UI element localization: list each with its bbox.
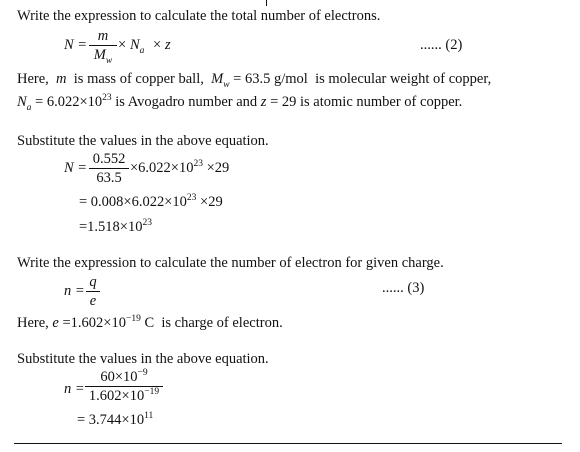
calc2-denominator: $1.602\times 10^{-19}$ xyxy=(88,386,160,404)
intro-text-1: Write the expression to calculate the total number of electrons. xyxy=(17,8,381,24)
eq3-lhs: n = xyxy=(64,283,85,299)
calc1-denominator: 63.5 xyxy=(96,169,122,186)
calc1-line-2: = $0.008\times 6.022\times 10^{23} \times 29$ xyxy=(79,193,223,210)
eq2-times-2: × xyxy=(153,37,162,53)
eq2-na: $N_a$ xyxy=(130,37,145,56)
substitute-text-2: Substitute the values in the above equation. xyxy=(17,351,269,367)
eq2-fraction xyxy=(89,28,117,66)
here-paragraph-2: Here, $e =1.602\times 10^{-19}$ C is charge of electron. xyxy=(17,314,283,331)
eq3-fraction xyxy=(86,275,100,308)
eq2-times: × xyxy=(118,37,127,53)
calc1-numerator: 0.552 xyxy=(92,151,126,167)
calc1-rest: $\times 6.022\times 10^{23} \times 29$ xyxy=(130,159,230,176)
eq2-z: z xyxy=(165,37,171,53)
eq3-denominator: e xyxy=(89,292,97,309)
calc1-line-3: $=1.518\times 10^{23}$ xyxy=(79,218,152,235)
eq3-numerator: q xyxy=(89,274,97,290)
eq2-denominator: $M_w$ xyxy=(93,46,113,66)
eq2-numerator: m xyxy=(97,28,109,44)
substitute-text-1: Substitute the values in the above equation. xyxy=(17,133,269,149)
bottom-divider xyxy=(14,443,562,444)
here-paragraph-1: Here, m is mass of copper ball, $M_w = 63.5$ g/mol is molecular weight of copper, xyxy=(17,71,492,90)
calc2-numerator: $60\times 10^{-9}$ xyxy=(100,368,148,385)
eq2-label: ...... (2) xyxy=(420,37,463,53)
here-paragraph-1-line-2: $N_a = 6.022\times 10^{23}$ is Avogadro number and z = 29 is atomic number of copper. xyxy=(17,93,463,113)
calc2-line-2: = $3.744\times 10^{11}$ xyxy=(77,411,154,428)
calc1-lhs: N = xyxy=(64,160,88,176)
intro-text-2: Write the expression to calculate the number of electron for given charge. xyxy=(17,255,444,271)
eq2-lhs: N = xyxy=(64,37,88,53)
calc2-fraction xyxy=(85,370,163,403)
eq3-label: ...... (3) xyxy=(382,280,425,296)
calc1-fraction xyxy=(89,152,129,185)
calc2-lhs: n = xyxy=(64,381,85,397)
top-tick-mark xyxy=(266,0,267,6)
